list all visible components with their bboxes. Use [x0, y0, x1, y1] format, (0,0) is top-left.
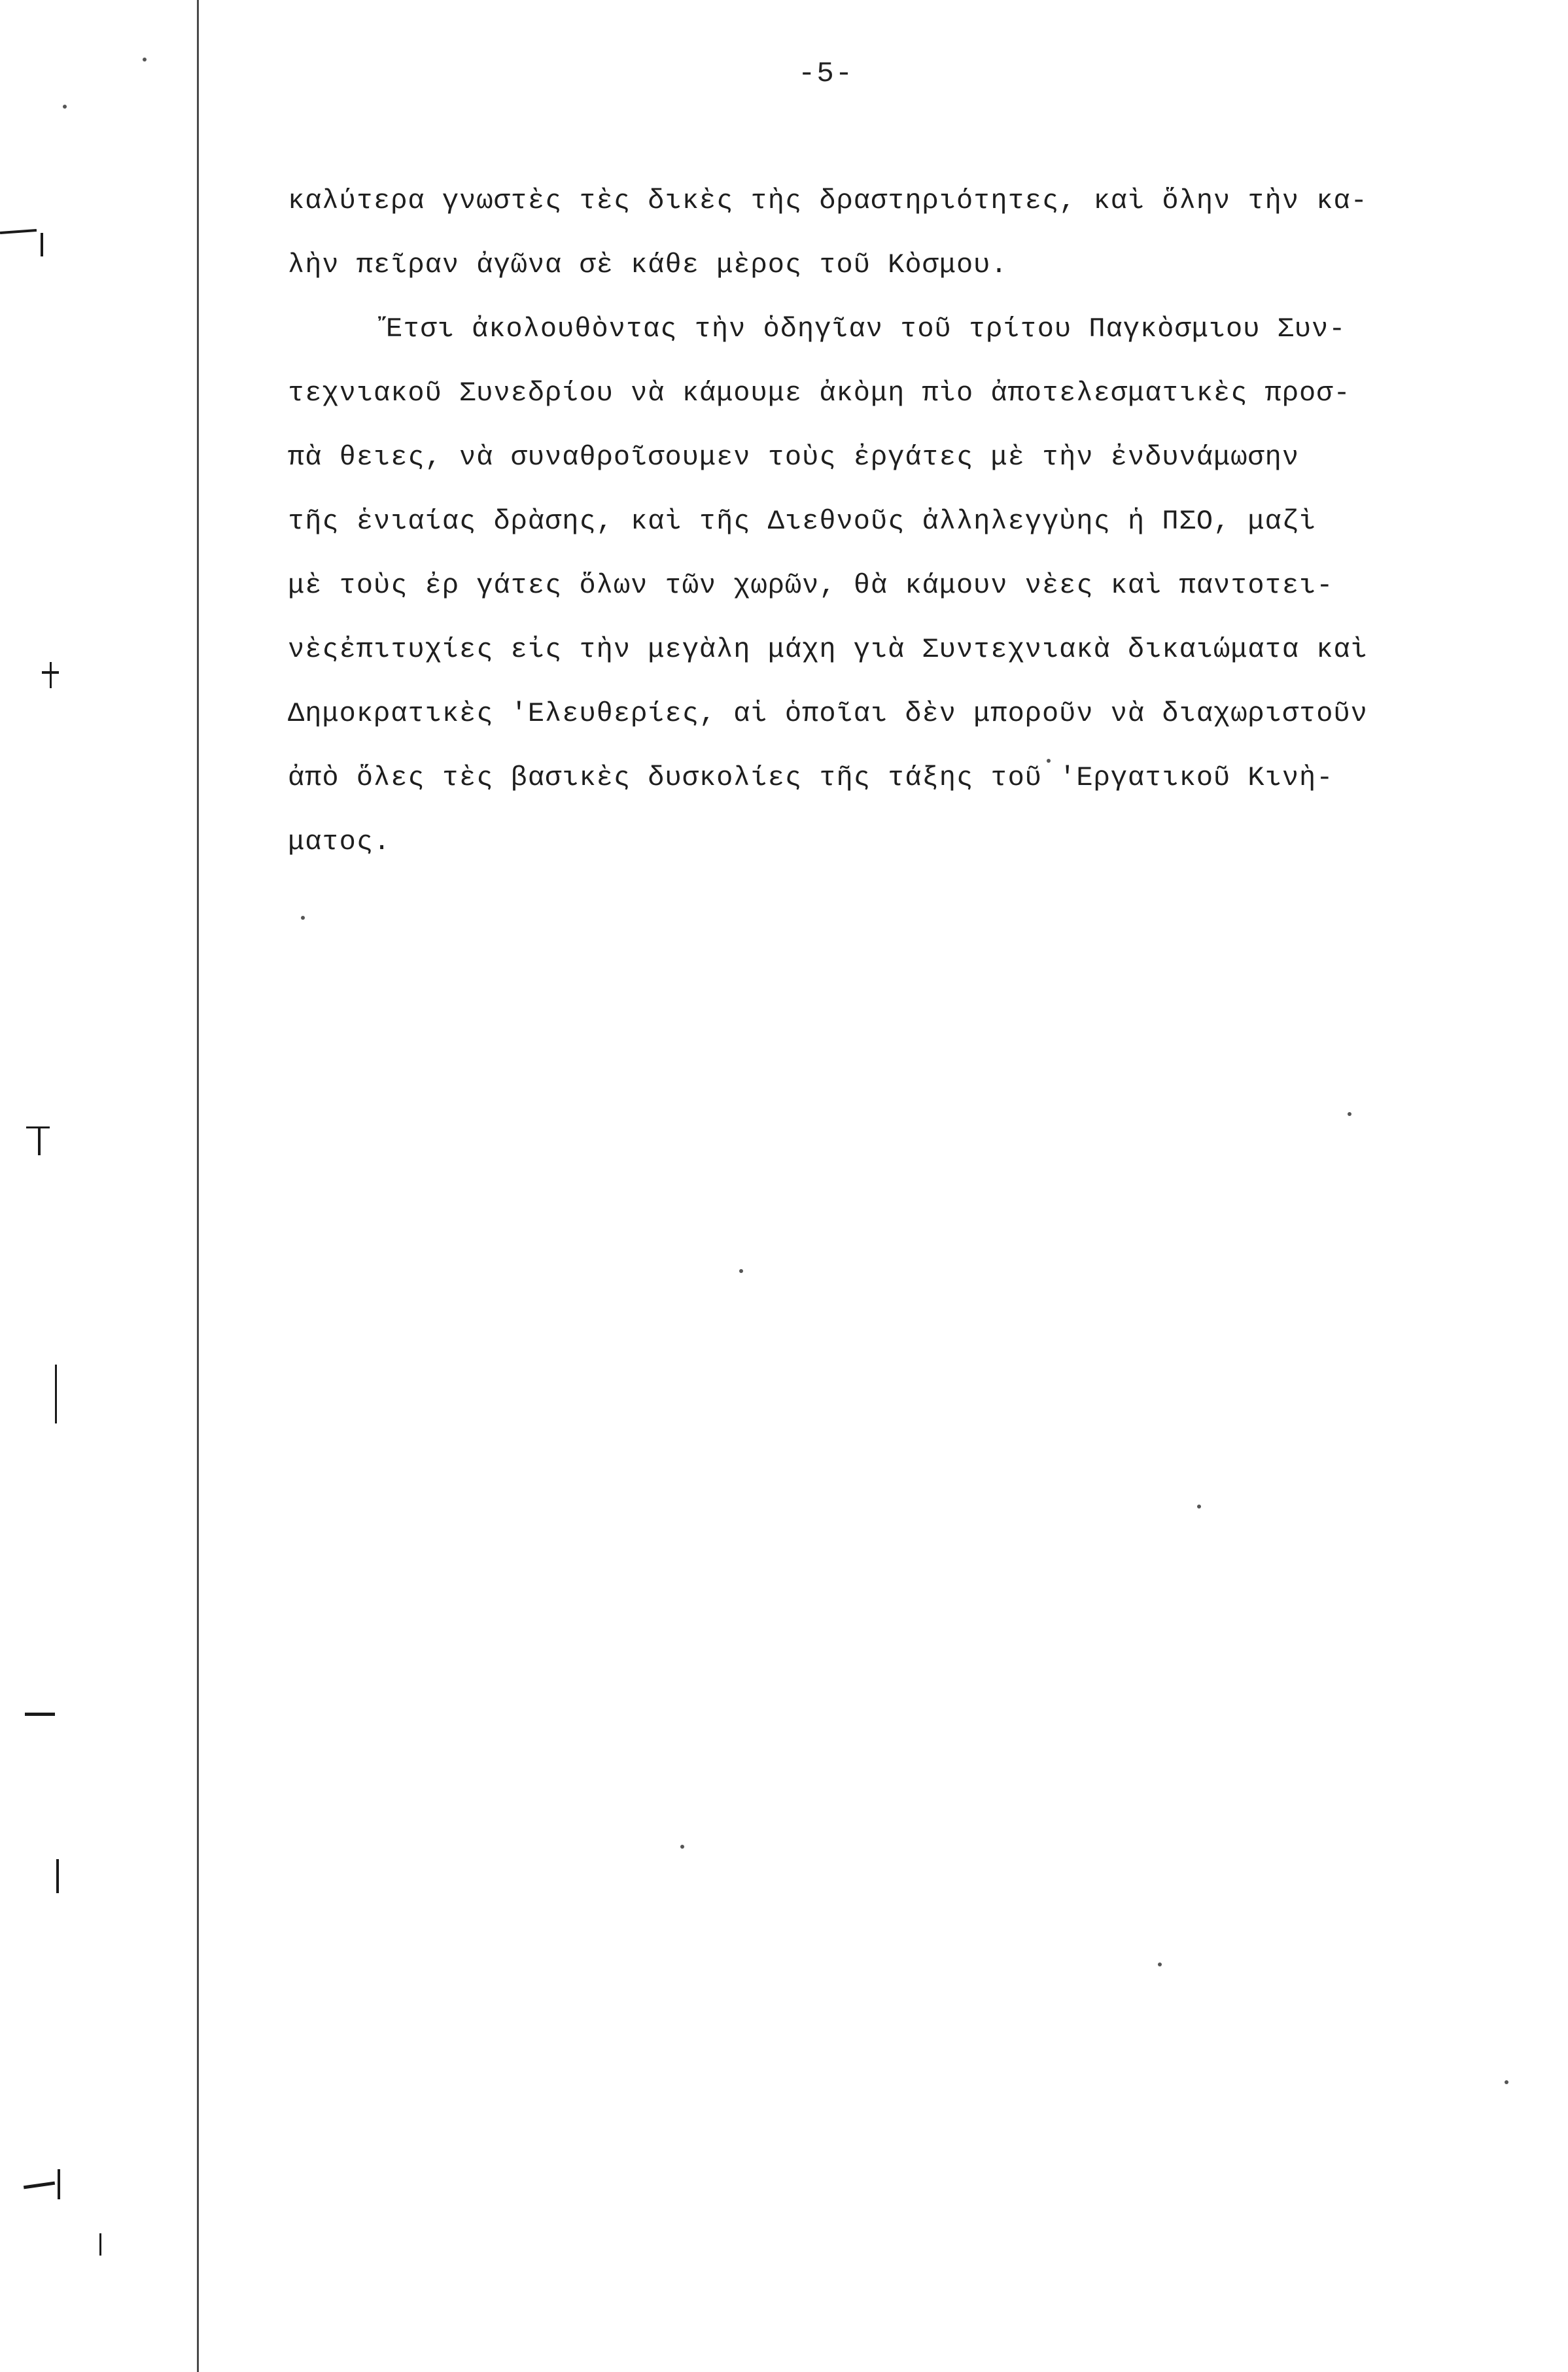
text-line: καλύτερα γνωστὲς τὲς δικὲς τὴς δραστηριότητες, καὶ ὅλην τὴν κα-	[288, 185, 1368, 217]
binding-mark	[99, 2233, 101, 2256]
text-line: μὲ τοὺς ἐρ γάτες ὅλων τῶν χωρῶν, θὰ κάμουν νὲες καὶ παντοτει-	[288, 570, 1334, 601]
binding-mark	[50, 662, 52, 688]
text-line: Ἔτσι ἀκολουθὸντας τὴν ὁδηγῖαν τοῦ τρίτου Παγκὸσμιου Συν-	[386, 313, 1346, 345]
text-line: τεχνιακοῦ Συνεδρίου νὰ κάμουμε ἀκὸμη πὶο ἀποτελεσματικὲς προσ-	[288, 377, 1351, 409]
paragraph	[288, 297, 1518, 874]
scan-speck	[1348, 1112, 1351, 1116]
text-line: πὰ θειες, νὰ συναθροῖσουμεν τοὺς ἐργάτες μὲ τὴν ἐνδυνάμωσην	[288, 442, 1300, 473]
binding-mark	[58, 2169, 60, 2199]
left-margin-rule	[197, 0, 200, 2372]
text-line: λὴν πεῖραν ἀγῶνα σὲ κάθε μὲρος τοῦ Κὸσμου.	[288, 249, 1008, 281]
scan-speck	[739, 1269, 743, 1273]
binding-mark	[41, 233, 43, 256]
scan-speck	[143, 58, 147, 61]
text-line: Δημοκρατικὲς 'Ελευθερίες, αἱ ὁποῖαι δὲν μποροῦν νὰ διαχωριστοῦν	[288, 698, 1368, 729]
text-line: νὲςἐπιτυχίες εἰς τὴν μεγὰλη μάχη γιὰ Συντεχνιακὰ δικαιώματα καὶ	[288, 634, 1368, 665]
text-line: ματος.	[288, 826, 391, 858]
scan-speck	[680, 1845, 684, 1849]
paragraph	[288, 169, 1518, 297]
body-text	[288, 169, 1518, 874]
binding-mark	[25, 1713, 55, 1716]
binding-mark	[24, 2182, 55, 2189]
scan-speck	[1197, 1505, 1201, 1509]
scan-speck	[301, 916, 305, 920]
binding-mark	[38, 1126, 41, 1155]
text-line: ἀπὸ ὅλες τὲς βασικὲς δυσκολίες τῆς τάξης τοῦ 'Εργατικοῦ Κινὴ-	[288, 762, 1334, 794]
scan-speck	[1505, 2080, 1508, 2084]
text-line: τῆς ἑνιαίας δρὰσης, καὶ τῆς Διεθνοῦς ἀλληλεγγὺης ἡ ΠΣΟ, μαζὶ	[288, 506, 1317, 537]
scan-speck	[63, 105, 67, 109]
page-number: -5-	[798, 58, 854, 90]
binding-mark	[0, 229, 37, 234]
scan-speck	[1158, 1962, 1162, 1966]
binding-mark	[55, 1365, 57, 1423]
binding-mark	[56, 1859, 59, 1893]
